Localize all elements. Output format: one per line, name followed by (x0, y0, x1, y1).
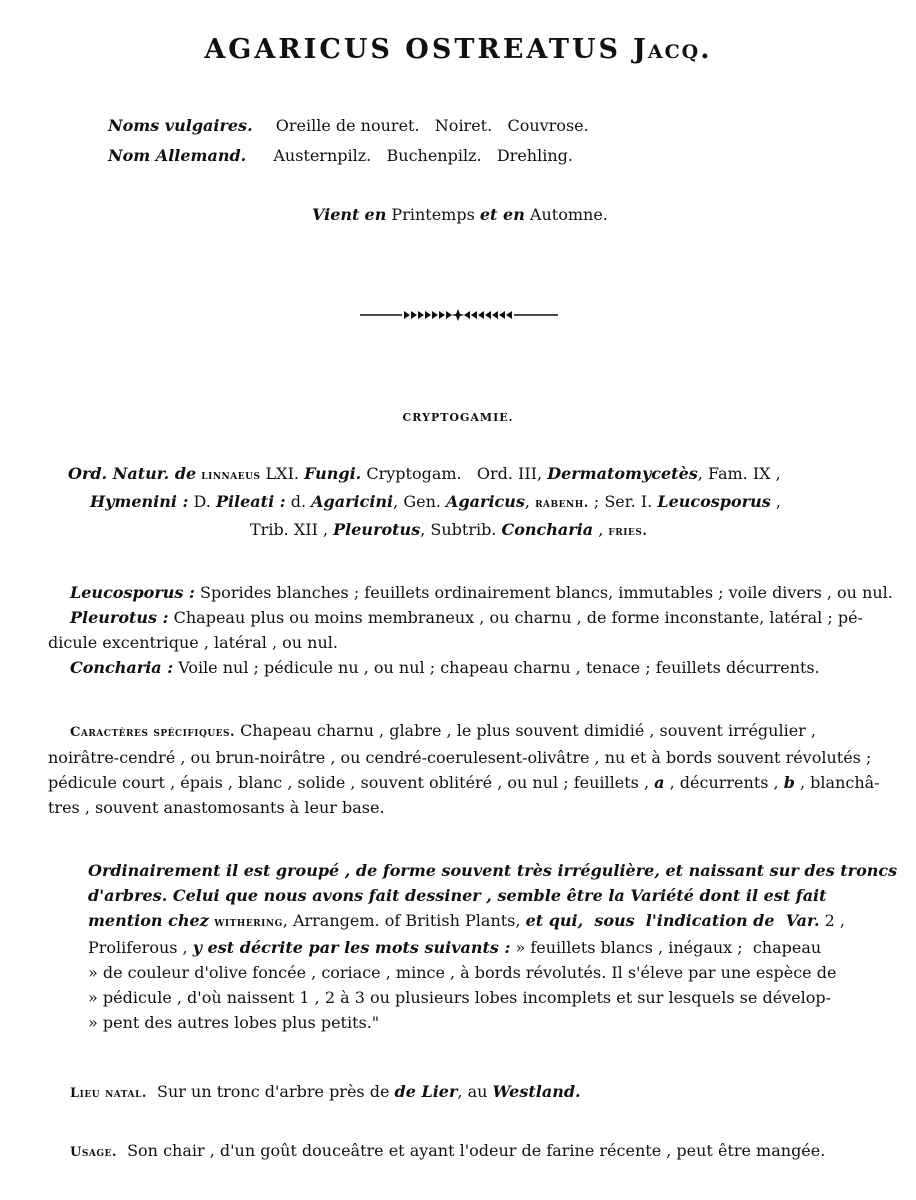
usage-label: Usage. (70, 1145, 117, 1160)
characters-label: Caractères spécifiques. (70, 725, 236, 740)
remarks-text: y est décrite par les mots suivants : (192, 938, 511, 957)
species-author: Jacq. (633, 34, 712, 65)
specific-characters (48, 718, 880, 820)
season-autumn: Automne. (529, 205, 608, 224)
class-concharia: Concharia (501, 520, 594, 539)
group-text: dicule excentrique , latéral , ou nul. (48, 633, 338, 652)
group-text: Chapeau plus ou moins membraneux , ou charnu , de forme inconstante, latéral ; pé- (168, 608, 863, 627)
remarks-withering: withering (214, 915, 283, 930)
characters-line-3 (48, 770, 880, 795)
class-leucosporus: Leucosporus (657, 492, 771, 511)
class-fries: fries. (608, 524, 648, 539)
german-name-line (108, 146, 573, 165)
class-comma3: , (593, 520, 609, 539)
characters-line-1 (48, 718, 880, 745)
group-text: Voile nul ; pédicule nu , ou nul ; chapeau charnu , tenace ; feuillets décurrents. (173, 658, 820, 677)
class-linnaeus: linnaeus (201, 468, 261, 483)
ornament-divider-icon (360, 308, 560, 322)
classification-line-2 (90, 492, 781, 511)
class-d: D. (188, 492, 216, 511)
season-spring: Printemps (391, 205, 475, 224)
season-et-en: et en (479, 205, 525, 224)
vernacular-values: Oreille de nouret. Noiret. Couvrose. (275, 116, 589, 135)
characters-line-4: tres , souvent anastomosants à leur base. (48, 798, 385, 817)
characters-line-2: noirâtre-cendré , ou brun-noirâtre , ou cendré-coerulesent-olivâtre , nu et à bords souvent révolutés ; (48, 748, 872, 767)
usage-line (70, 1141, 825, 1160)
habitat-label: Lieu natal. (70, 1086, 147, 1101)
characters-text: , décurrents , (664, 773, 784, 792)
season-line (312, 205, 608, 224)
characters-text: pédicule court , épais , blanc , solide , souvent oblitéré , ou nul ; feuillets , (48, 773, 655, 792)
remarks-text: mention chez (88, 911, 215, 930)
class-rabenh: rabenh. (535, 496, 589, 511)
vernacular-label: Noms vulgaires. (108, 116, 253, 135)
habitat-place: de Lier (394, 1082, 458, 1101)
remarks-line-1: Ordinairement il est groupé , de forme souvent très irrégulière, et naissant sur des troncs (88, 861, 898, 880)
remarks (88, 858, 897, 1035)
remarks-line-7: » pent des autres lobes plus petits." (88, 1013, 380, 1032)
group-text: Sporides blanches ; feuillets ordinairement blancs, immutables ; voile divers , ou nul. (194, 583, 893, 602)
group-descriptions (48, 580, 893, 680)
page-title (0, 34, 916, 65)
class-comma2: , (770, 492, 781, 511)
remarks-text: » feuillets blancs , inégaux ; chapeau (510, 938, 822, 957)
class-gen: , Gen. (393, 492, 447, 511)
vernacular-line (108, 116, 589, 135)
habitat-text: Sur un tronc d'arbre près de (146, 1082, 395, 1101)
class-hymenini: Hymenini : (90, 492, 189, 511)
characters-text: , blanchâ- (794, 773, 880, 792)
remarks-line-4 (88, 935, 897, 960)
group-pleurotus-cont (48, 630, 893, 655)
remarks-text: 2 , (819, 911, 845, 930)
remarks-line-2: d'arbres. Celui que nous avons fait dessiner , semble être la Variété dont il est fait (88, 886, 827, 905)
species-name: AGARICUS OSTREATUS (204, 34, 622, 65)
characters-text: Chapeau charnu , glabre , le plus souvent dimidié , souvent irrégulier , (235, 721, 816, 740)
class-fungi: Fungi. (304, 464, 362, 483)
season-en: en (364, 205, 387, 224)
remarks-text: , Arrangem. of British Plants, (282, 911, 526, 930)
group-label: Pleurotus : (70, 608, 169, 627)
class-cryptogam: Cryptogam. Ord. III, (361, 464, 548, 483)
class-lxi: LXI. (260, 464, 305, 483)
class-trib: Trib. XII , (250, 520, 334, 539)
remarks-text: Proliferous , (88, 938, 193, 957)
german-label: Nom Allemand. (108, 146, 247, 165)
class-fam: , Fam. IX , (697, 464, 781, 483)
class-ser: ; Ser. I. (588, 492, 658, 511)
remarks-line-6: » pédicule , d'où naissent 1 , 2 à 3 ou plusieurs lobes incomplets et sur lesquels se dévelop- (88, 988, 832, 1007)
letter-a: a (654, 773, 665, 792)
group-concharia (48, 655, 893, 680)
class-pleurotus: Pleurotus (333, 520, 421, 539)
class-pileati: Pileati : (215, 492, 286, 511)
class-agaricus: Agaricus (446, 492, 525, 511)
class-d2: d. (285, 492, 312, 511)
group-label: Leucosporus : (70, 583, 195, 602)
remarks-text: et qui, sous l'indication de Var. (525, 911, 820, 930)
class-agaricini: Agaricini (311, 492, 394, 511)
class-subtrib: , Subtrib. (420, 520, 502, 539)
group-leucosporus (48, 580, 893, 605)
group-pleurotus (48, 605, 893, 630)
letter-b: b (783, 773, 795, 792)
classification-line-3 (250, 520, 647, 539)
class-dermatomycetes: Dermatomycetès (547, 464, 698, 483)
season-vient: Vient (312, 205, 360, 224)
class-comma: , (524, 492, 536, 511)
classification-line-1 (68, 464, 781, 483)
remarks-line-5: » de couleur d'olive foncée , coriace , mince , à bords révolutés. Il s'éleve par une espèce de (88, 963, 837, 982)
section-heading: CRYPTOGAMIE. (402, 411, 514, 424)
remarks-line-3 (88, 908, 897, 935)
usage-text: Son chair , d'un goût douceâtre et ayant l'odeur de farine récente , peut être mangée. (116, 1141, 826, 1160)
habitat-region: Westland. (492, 1082, 581, 1101)
habitat-line (70, 1082, 581, 1101)
habitat-text: , au (457, 1082, 493, 1101)
group-label: Concharia : (70, 658, 174, 677)
class-ord-natur: Ord. Natur. de (68, 464, 197, 483)
german-values: Austernpilz. Buchenpilz. Drehling. (273, 146, 573, 165)
